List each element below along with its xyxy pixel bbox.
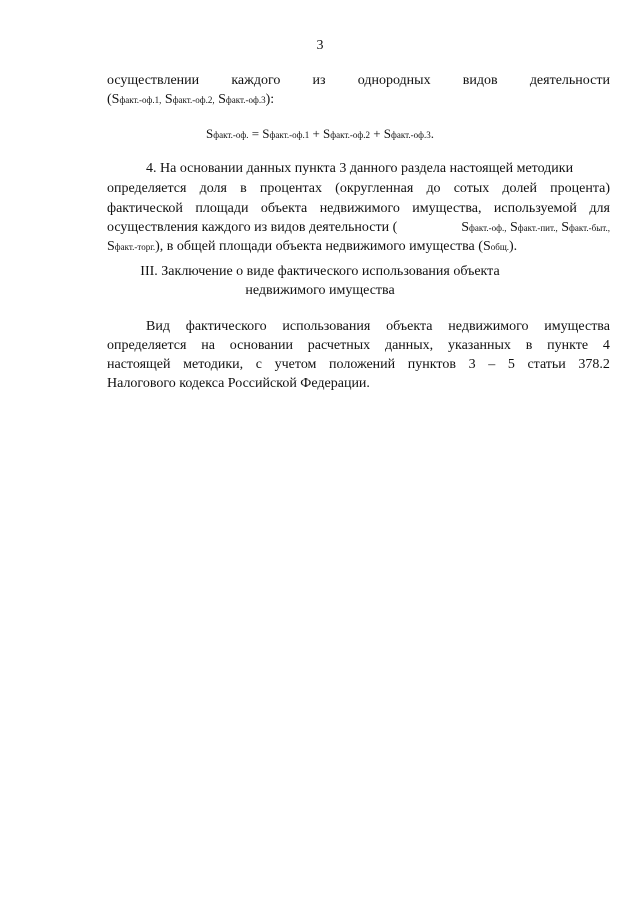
word: до [426, 181, 441, 196]
subscript: факт.-оф.3 [391, 130, 431, 140]
paragraph-line [146, 320, 610, 334]
paragraph-line [107, 221, 610, 235]
word: 5 [507, 357, 515, 372]
word: площади [195, 201, 249, 216]
subscript: факт.-оф., [469, 223, 507, 233]
variable: S [218, 92, 226, 107]
word: доля [199, 181, 227, 196]
word: недвижимого [448, 319, 529, 334]
subscript: факт.-оф.3 [225, 95, 266, 105]
subscript: общ. [490, 242, 509, 252]
variable: S [111, 92, 120, 107]
paragraph-line [107, 202, 610, 216]
operator: + [309, 126, 324, 141]
paragraph-line: Налогового кодекса Российской Федерации. [107, 376, 370, 391]
word: методики, [183, 357, 244, 372]
word: – [488, 357, 496, 372]
operator: + [369, 126, 384, 141]
variable: S [262, 126, 270, 141]
word: с [255, 357, 262, 372]
word: каждого [231, 73, 281, 88]
paragraph-line: 4. На основании данных пункта 3 данного раздела настоящей методики [146, 161, 574, 176]
subscript: факт.-оф.2 [330, 130, 370, 140]
variable: S [461, 220, 470, 235]
section-title: недвижимого имущества [245, 283, 395, 298]
operator: = [248, 126, 263, 141]
word: из [312, 73, 326, 88]
paragraph-line [107, 182, 610, 196]
word: деятельности [529, 73, 610, 88]
word: учетом [274, 357, 317, 372]
word: пункте [547, 338, 589, 353]
word: настоящей [107, 357, 171, 372]
subscript: факт.-оф.2, [172, 95, 215, 105]
variable: S [509, 220, 518, 235]
word: определяется [107, 181, 187, 196]
subscript: факт.-оф.1, [119, 95, 162, 105]
word: видов [462, 73, 498, 88]
word: имущества, [412, 201, 482, 216]
variable: S [561, 220, 570, 235]
subscript: факт.-оф. [213, 130, 249, 140]
word: статьи [527, 357, 566, 372]
text: . [430, 126, 434, 141]
paragraph-line [107, 74, 610, 88]
word: осуществлении [107, 73, 200, 88]
paragraph-line [107, 339, 610, 353]
section-title: III. Заключение о виде фактического использования объекта [140, 264, 500, 279]
word: однородных [357, 73, 431, 88]
word: объекта [386, 319, 433, 334]
subscript: факт.-пит., [517, 223, 558, 233]
word: 4 [602, 338, 610, 353]
subscript: факт.-быт., [569, 223, 610, 233]
word: основании [229, 338, 293, 353]
word: в [525, 338, 533, 353]
text: ), в общей площади объекта недвижимого имущества ( [155, 239, 483, 254]
word: в [240, 181, 247, 196]
paragraph-line [107, 358, 610, 372]
variable: S [482, 239, 491, 254]
word: долей [502, 181, 538, 196]
variable: S [383, 126, 392, 141]
subscript: факт.-оф.1 [269, 130, 310, 140]
variable: S [206, 126, 214, 141]
word: недвижимого [319, 201, 400, 216]
variable: S [107, 239, 115, 254]
subscript: факт.-торг. [114, 242, 156, 252]
variable: S [323, 126, 331, 141]
paragraph-line: (Sфакт.-оф.1, Sфакт.-оф.2, Sфакт.-оф.3): [107, 92, 275, 107]
word: процентах [259, 181, 323, 196]
page-number: 3 [316, 38, 324, 53]
text: ). [509, 239, 518, 254]
word: расчетных [307, 338, 371, 353]
word: имущества [544, 319, 610, 334]
word: сотых [453, 181, 490, 196]
word: 378.2 [578, 357, 610, 372]
word: использования [282, 319, 371, 334]
word: определяется [107, 338, 187, 353]
word: 3 [468, 357, 476, 372]
paragraph-line [107, 240, 517, 254]
word: объекта [260, 201, 308, 216]
word: фактической [107, 201, 183, 216]
word: Вид [146, 319, 170, 334]
word: указанных [447, 338, 511, 353]
text: ): [265, 92, 275, 107]
word: используемой [493, 201, 577, 216]
formula [0, 126, 640, 142]
variable: S [164, 92, 173, 107]
word: фактического [185, 319, 267, 334]
text: осуществления каждого из видов деятельности ( [107, 220, 398, 235]
word: данных, [384, 338, 434, 353]
word: положений [329, 357, 396, 372]
word: (округленная [335, 181, 414, 196]
word: процента) [550, 181, 610, 196]
word: на [201, 338, 215, 353]
word: пунктов [407, 357, 456, 372]
word: для [589, 201, 610, 216]
